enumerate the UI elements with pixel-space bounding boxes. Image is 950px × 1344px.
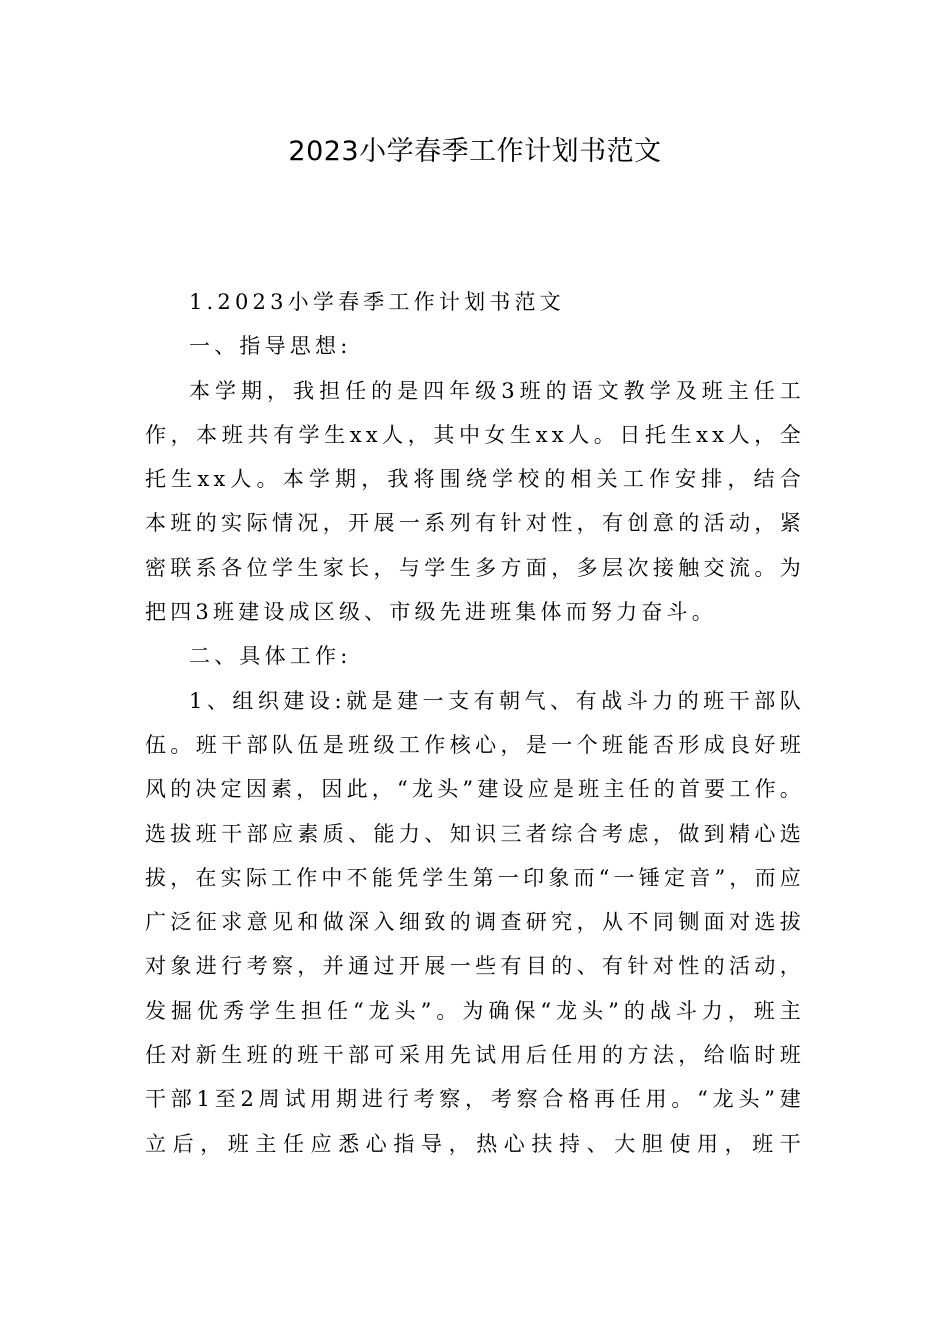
paragraph-guiding-thought: 本学期，我担任的是四年级3班的语文教学及班主任工作，本班共有学生xx人，其中女生xx人。日托生xx人，全托生xx人。本学期，我将围绕学校的相关工作安排，结合本班的实际情况，开展一系列有针对性，有创意的活动，紧密联系各位学生家长，与学生多方面，多层次接触交流。为把四3班建设成区级、市级先进班集体而努力奋斗。 [145,378,805,625]
section-heading-1: 1.2023小学春季工作计划书范文 [189,290,565,314]
section-heading-specific-work: 二、具体工作: [189,644,352,669]
paragraph-organization: 1、组织建设:就是建一支有朝气、有战斗力的班干部队伍。班干部队伍是班级工作核心，是一个班能否形成良好班风的决定因素，因此，“龙头”建设应是班主任的首要工作。选拔班干部应素质、能力、知识三者综合考虑，做到精心选拔，在实际工作中不能凭学生第一印象而“一锤定音”，而应广泛征求意见和做深入细致的调查研究，从不同铡面对选拔对象进行考察，并通过开展一些有目的、有针对性的活动，发掘优秀学生担任“龙头”。为确保“龙头”的战斗力，班主任对新生班的班干部可采用先试用后任用的方法，给临时班干部1至2周试用期进行考察，考察合格再任用。“龙头”建立后，班主任应悉心指导，热心扶持、大胆使用，班干 [145,688,805,1156]
document-body [145,280,805,1166]
document-title: 2023小学春季工作计划书范文 [288,136,662,167]
section-heading-guiding-thought: 一、指导思想: [189,334,352,359]
